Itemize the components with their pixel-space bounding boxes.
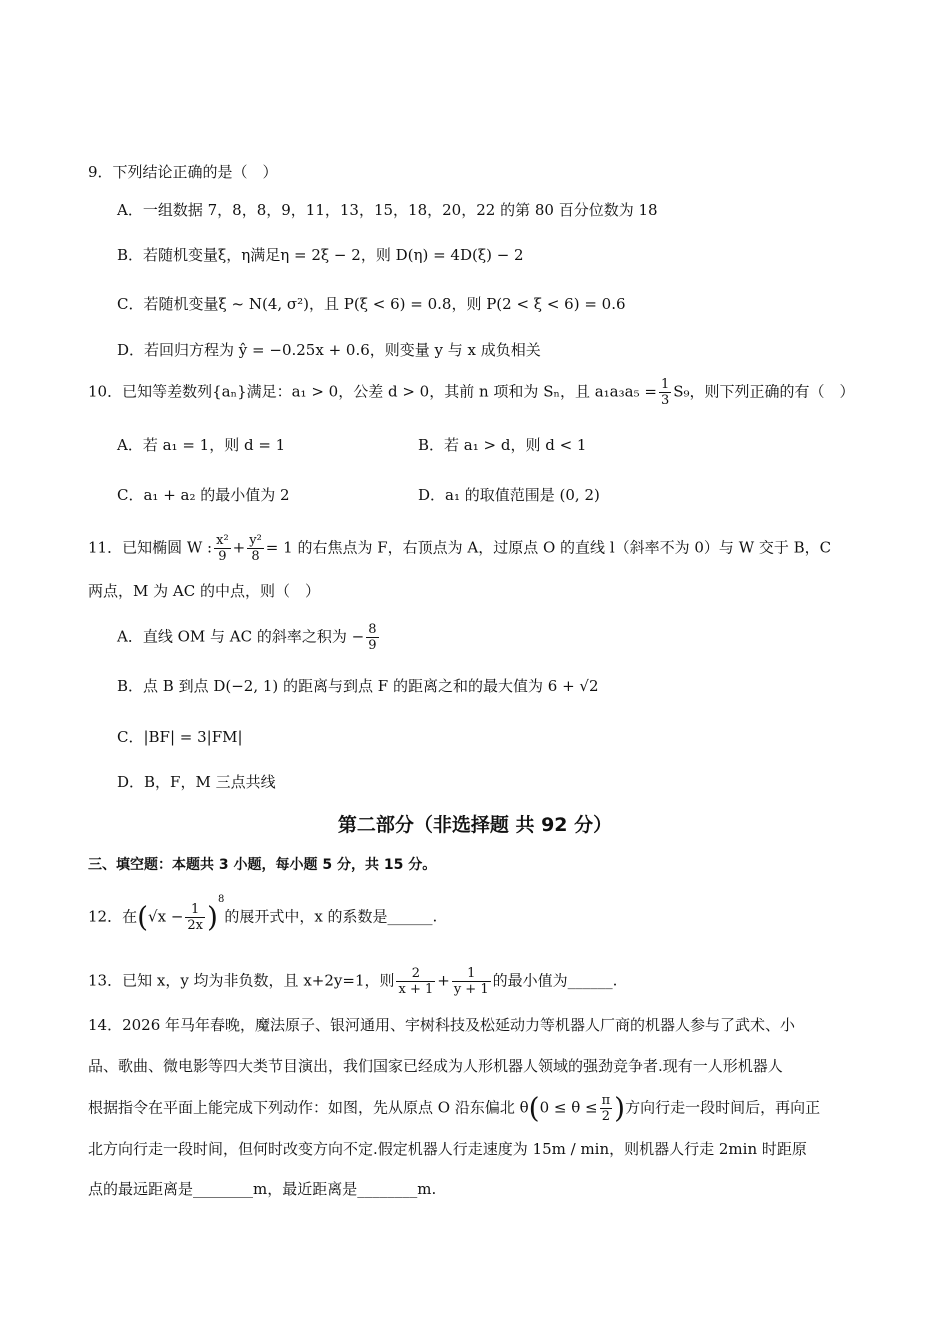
- q11-f2-den: 8: [251, 549, 260, 564]
- q13-f1-den: x + 1: [398, 982, 434, 997]
- q11-option-a: [117, 622, 381, 653]
- q10-stem-post: S₉，则下列正确的有（ ）: [673, 382, 855, 401]
- q9-option-d: D．若回归方程为 ŷ = −0.25x + 0.6，则变量 y 与 x 成负相关: [117, 341, 541, 359]
- q12-stem: [88, 893, 438, 934]
- q14-line5: 点的最远距离是________m，最近距离是________m.: [88, 1180, 437, 1198]
- q10-frac-den: 3: [660, 393, 670, 408]
- q12-post: 的展开式中，x 的系数是______.: [224, 907, 438, 926]
- q11-fraction-x: [214, 533, 231, 564]
- q14-pi-fraction: [600, 1093, 613, 1124]
- q11-stem-line2: 两点，M 为 AC 的中点，则（ ）: [88, 582, 320, 600]
- q11-fraction-y: [247, 533, 264, 564]
- q13-stem: [88, 966, 617, 997]
- q9-stem: 9．下列结论正确的是（ ）: [88, 163, 278, 181]
- q13-f1-num: 2: [396, 966, 435, 982]
- q12-num: 1: [185, 902, 205, 918]
- q13-post: 的最小值为______.: [492, 971, 618, 990]
- q10-stem-pre: 10．已知等差数列{aₙ}满足：a₁ > 0，公差 d > 0，其前 n 项和为 Sₙ，且 a₁a₃a₅ =: [88, 382, 657, 401]
- q12-den: 2x: [187, 918, 203, 933]
- q10-option-a: A．若 a₁ = 1，则 d = 1: [117, 436, 286, 454]
- q11-a-pre: A．直线 OM 与 AC 的斜率之积为 −: [117, 627, 365, 646]
- q11-option-d: D．B，F，M 三点共线: [117, 773, 276, 791]
- q14-line2: 品、歌曲、微电影等四大类节目演出，我们国家已经成为人形机器人领域的强劲竞争者.现有一人形机器人: [88, 1057, 783, 1075]
- q11-a-num: 8: [368, 622, 377, 637]
- q10-option-b: B．若 a₁ > d，则 d < 1: [418, 436, 587, 454]
- q13-f2-num: 1: [452, 966, 491, 982]
- q14-line3-mid: 0 ≤ θ ≤: [539, 1098, 598, 1117]
- q11-option-b: B．点 B 到点 D(−2, 1) 的距离与到点 F 的距离之和的最大值为 6 + √2: [117, 677, 599, 695]
- q13-f2-den: y + 1: [453, 982, 489, 997]
- q9-option-b: B．若随机变量ξ，η满足η = 2ξ − 2，则 D(η) = 4D(ξ) − 2: [117, 246, 524, 264]
- section3-heading: 三、填空题：本题共 3 小题，每小题 5 分，共 15 分。: [88, 857, 437, 873]
- q11-f2-num: y²: [249, 533, 262, 548]
- q14-line4: 北方向行走一段时间，但何时改变方向不定.假定机器人行走速度为 15m / min，则机器人行走 2min 时距原: [88, 1140, 807, 1158]
- q13-fraction-1: [396, 966, 435, 997]
- q11-a-den: 9: [368, 638, 377, 653]
- q12-fraction: [185, 902, 205, 933]
- q11-f1-num: x²: [216, 533, 229, 548]
- q9-option-c: C．若随机变量ξ ~ N(4, σ²)，且 P(ξ < 6) = 0.8，则 P(2 < ξ < 6) = 0.6: [117, 295, 626, 313]
- q12-open-paren: (: [137, 900, 149, 934]
- part2-title: 第二部分（非选择题 共 92 分）: [337, 814, 613, 836]
- q12-pre: 12．在: [88, 907, 138, 926]
- q10-option-d: D．a₁ 的取值范围是 (0, 2): [418, 486, 600, 504]
- q14-pi-num: π: [601, 1093, 611, 1108]
- q10-option-c: C．a₁ + a₂ 的最小值为 2: [117, 486, 290, 504]
- q14-close-paren: ): [614, 1091, 626, 1125]
- q12-sqrt: √x −: [148, 907, 184, 926]
- q11-stem-post: = 1 的右焦点为 F，右顶点为 A，过原点 O 的直线 l（斜率不为 0）与 W 交于 B，C: [265, 538, 832, 557]
- q14-line3: [88, 1093, 820, 1124]
- q11-stem-pre: 11．已知椭圆 W :: [88, 538, 213, 557]
- q12-close-paren: ): [207, 900, 218, 934]
- q13-pre: 13．已知 x，y 均为非负数，且 x+2y=1，则: [88, 971, 395, 990]
- q11-plus: +: [232, 538, 246, 557]
- q13-plus: +: [437, 971, 450, 990]
- q11-f1-den: 9: [218, 549, 227, 564]
- q14-line1: 14．2026 年马年春晚，魔法原子、银河通用、宇树科技及松延动力等机器人厂商的机器人参与了武术、小: [88, 1016, 796, 1034]
- q10-stem: [88, 377, 855, 408]
- q13-fraction-2: [452, 966, 491, 997]
- q14-line3-pre: 根据指令在平面上能完成下列动作：如图，先从原点 O 沿东偏北 θ: [88, 1098, 529, 1117]
- q14-pi-den: 2: [601, 1109, 610, 1124]
- q10-frac-num: 1: [660, 377, 670, 392]
- q11-option-c: C．|BF| = 3|FM|: [117, 728, 243, 746]
- q9-option-a: A．一组数据 7，8，8，9，11，13，15，18，20，22 的第 80 百分位数为 18: [117, 201, 658, 219]
- q10-fraction: [659, 377, 671, 408]
- q12-exponent: 8: [217, 893, 225, 905]
- q11-stem: [88, 533, 831, 564]
- q14-open-paren: (: [528, 1091, 540, 1125]
- q14-line3-post: 方向行走一段时间后，再向正: [625, 1098, 821, 1117]
- q11-a-fraction: [366, 622, 378, 653]
